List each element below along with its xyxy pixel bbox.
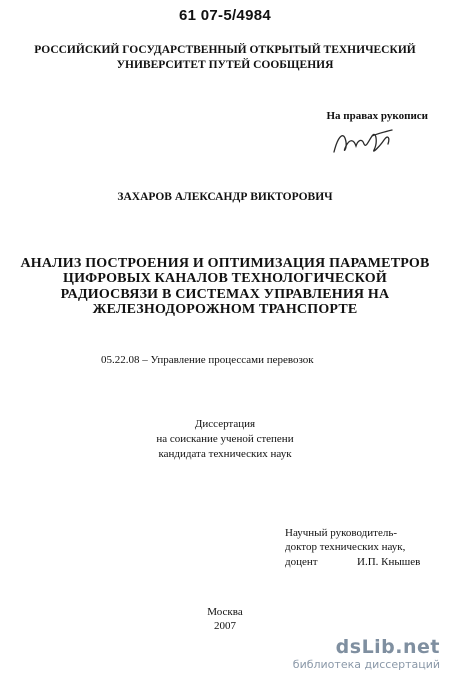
advisor-role: Научный руководитель-: [285, 527, 397, 539]
handwritten-signature: [328, 122, 398, 162]
watermark-caption: библиотека диссертаций: [292, 658, 440, 671]
degree-statement-line: Диссертация: [194, 418, 256, 430]
dissertation-title-line: РАДИОСВЯЗИ В СИСТЕМАХ УПРАВЛЕНИЯ НА: [60, 287, 390, 302]
organization-name-line1: РОССИЙСКИЙ ГОСУДАРСТВЕННЫЙ ОТКРЫТЫЙ ТЕХНИЧЕСКИЙ: [34, 44, 416, 56]
city: Москва: [207, 606, 243, 618]
dissertation-title-line: АНАЛИЗ ПОСТРОЕНИЯ И ОПТИМИЗАЦИЯ ПАРАМЕТРОВ: [20, 256, 430, 271]
dissertation-title-line: ЦИФРОВЫХ КАНАЛОВ ТЕХНОЛОГИЧЕСКОЙ: [63, 271, 387, 286]
watermark-logo: dsLib.net: [335, 636, 440, 658]
degree-statement-line: кандидата технических наук: [158, 448, 292, 460]
advisor-name: И.П. Кнышев: [357, 556, 421, 568]
author-name: ЗАХАРОВ АЛЕКСАНДР ВИКТОРОВИЧ: [117, 191, 333, 203]
organization-name-line2: УНИВЕРСИТЕТ ПУТЕЙ СООБЩЕНИЯ: [116, 59, 334, 71]
degree-statement-line: на соискание ученой степени: [156, 433, 294, 445]
advisor-title: доцент: [285, 556, 318, 568]
advisor-degree: доктор технических наук,: [285, 541, 406, 553]
catalog-number: 61 07-5/4984: [178, 7, 271, 24]
specialty-code: 05.22.08 – Управление процессами перевозок: [101, 354, 314, 366]
watermark: [293, 636, 440, 671]
year: 2007: [214, 620, 236, 632]
dissertation-title-line: ЖЕЛЕЗНОДОРОЖНОМ ТРАНСПОРТЕ: [92, 302, 358, 317]
rights-note: На правах рукописи: [326, 110, 428, 122]
